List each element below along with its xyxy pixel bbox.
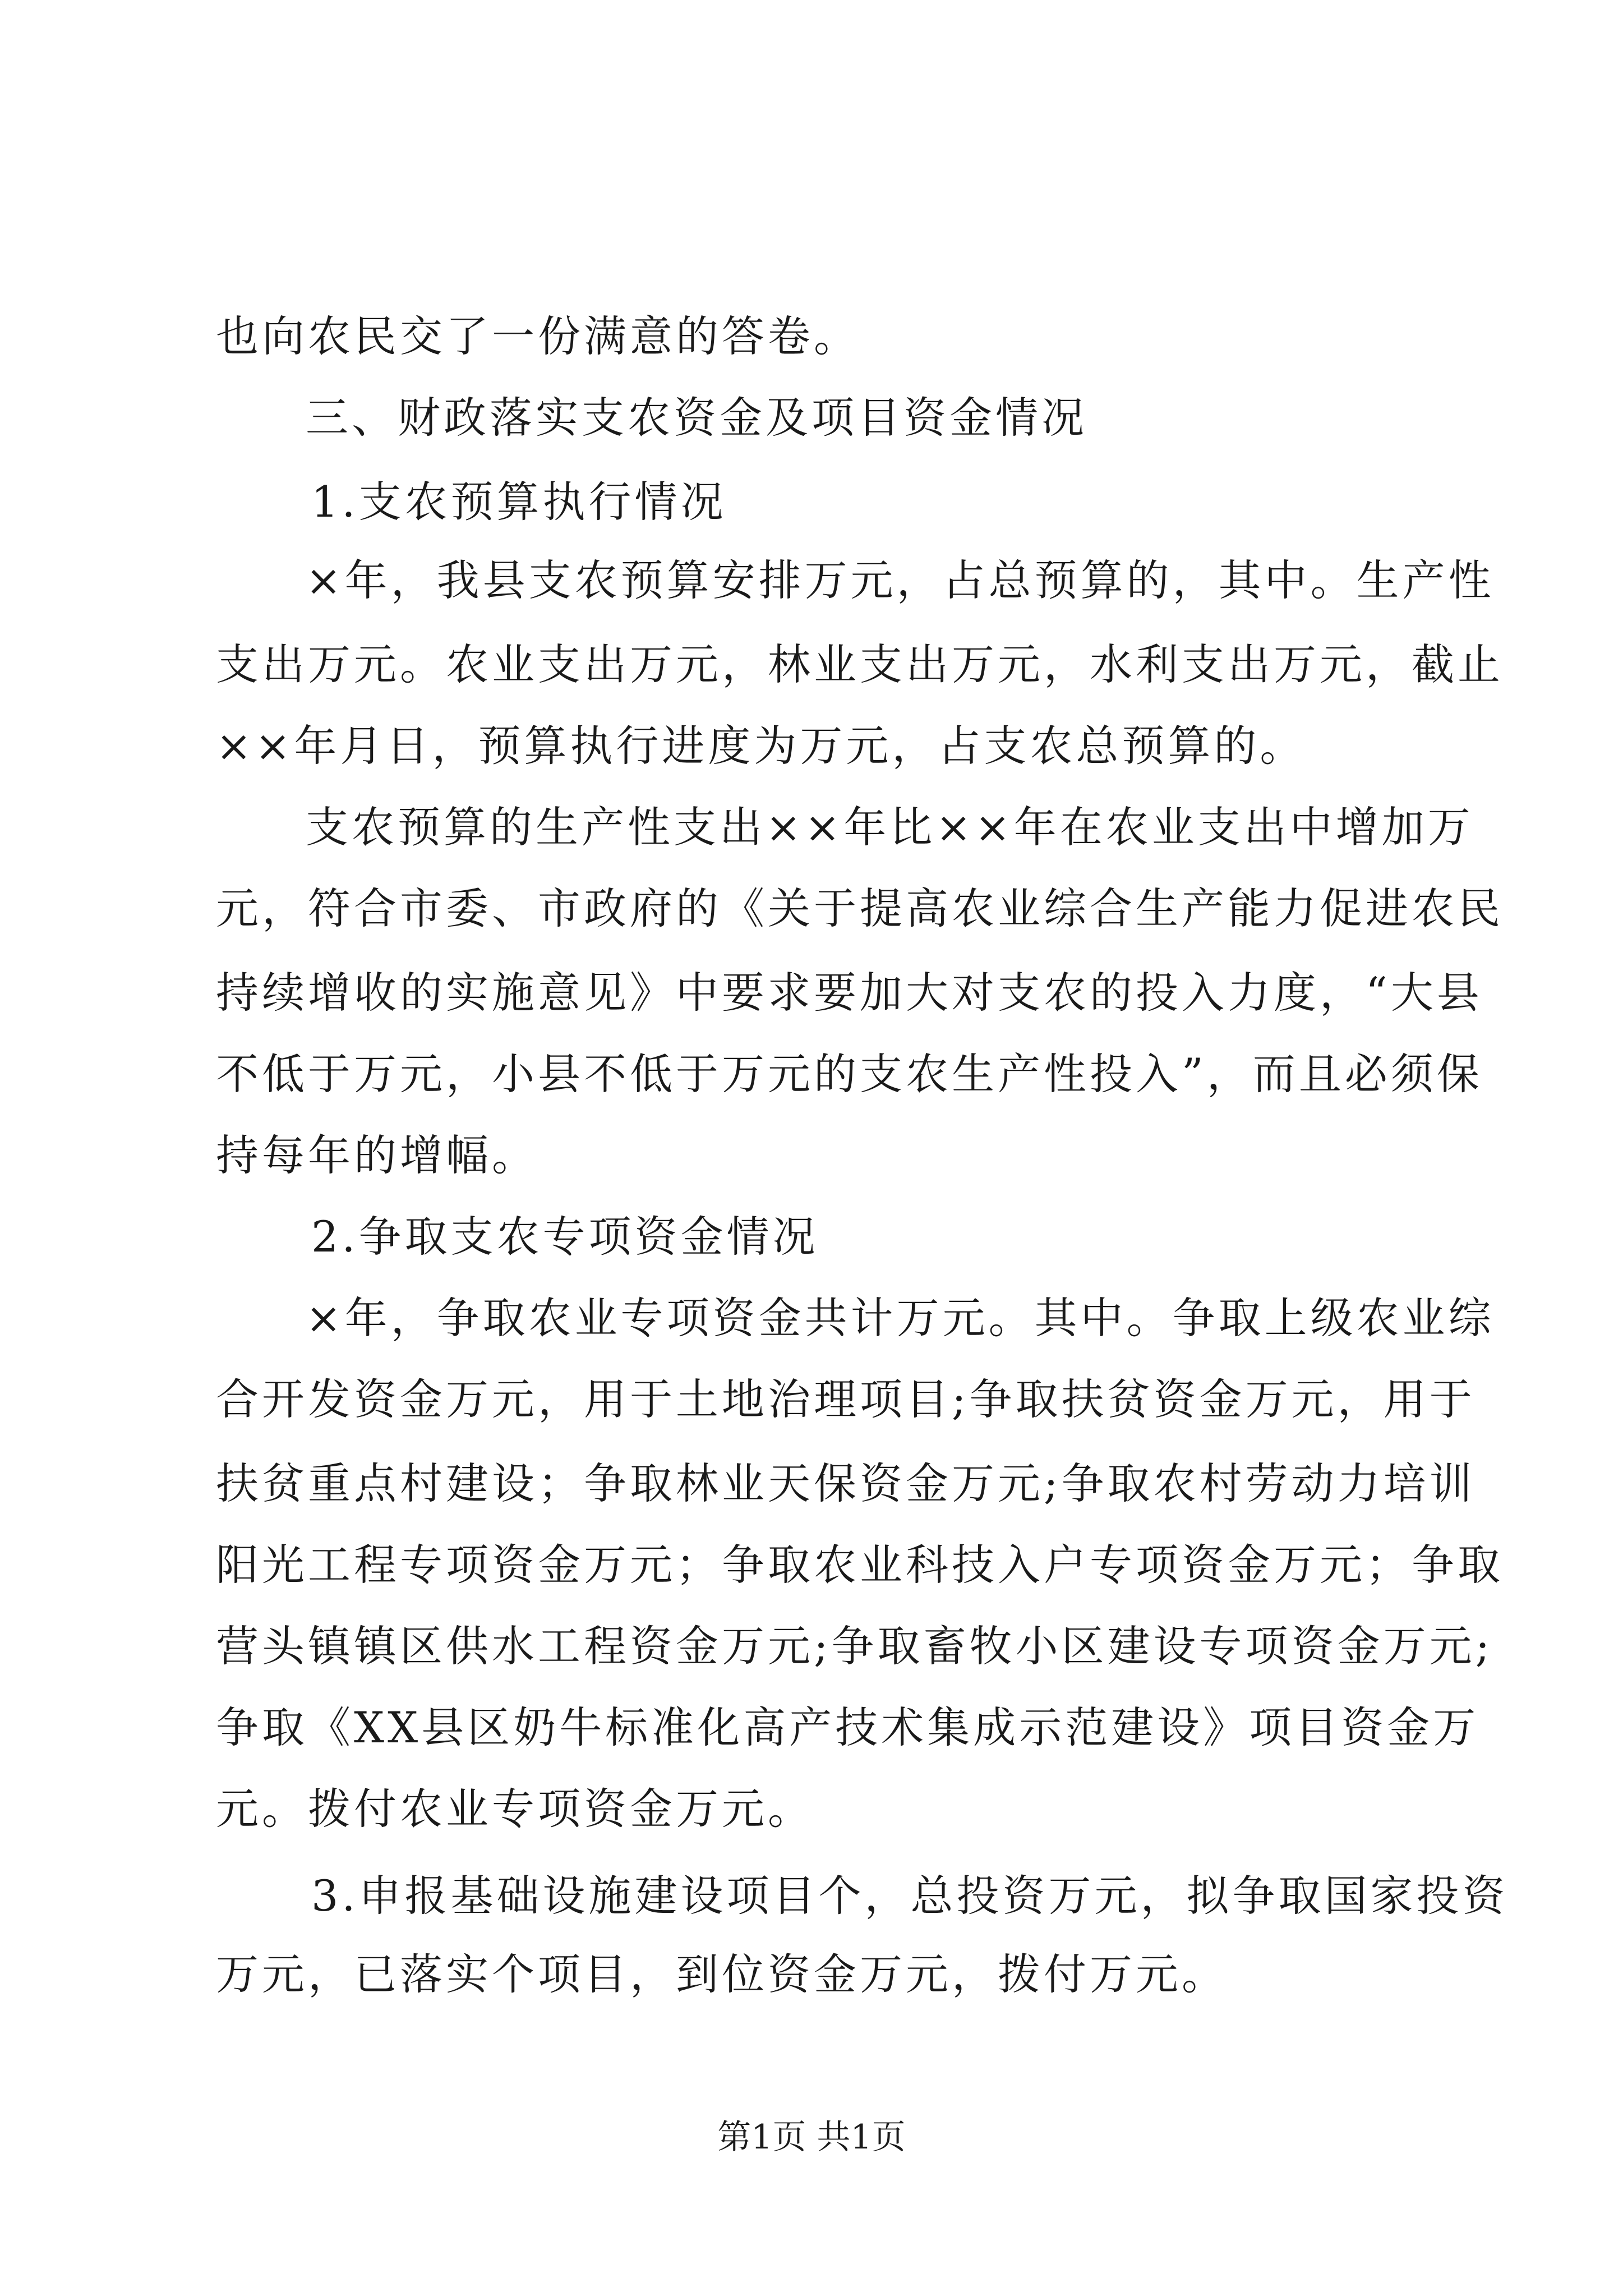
document-page: 也向农民交了一份满意的答卷。 三、财政落实支农资金及项目资金情况 1.支农预算执行情况 ×年，我县支农预算安排万元，占总预算的，其中。生产性 支出万元。农业支出万元，林业支出万元，水利支出万元，截止 ××年月日，预算执行进度为万元，占支农总预算的。 支农预算的生产性支出××年比××年在农业支出中增加万 元，符合市委、市政府的《关于提高农业综合生产能力促进农民 持续增收的实施意见》中要求要加大对支农的投入力度，“大县 不低于万元，小县不低于万元的支农生产性投入”，而且必须保 持每年的增幅。 2.争取支农专项资金情况 ×年，争取农业专项资金共计万元。其中。争取上级农业综 合开发资金万元，用于土地治理项目;争取扶贫资金万元，用于 扶贫重点村建设；争取林业天保资金万元;争取农村劳动力培训 阳光工程专项资金万元；争取农业科技入户专项资金万元；争取 营头镇镇区供水工程资金万元;争取畜牧小区建设专项资金万元; 争取《XX县区奶牛标准化高产技术集成示范建设》项目资金万 元。拨付农业专项资金万元。 3.申报基础设施建设项目个，总投资万元，拟争取国家投资 万元，已落实个项目，到位资金万元，拨付万元。 第1页 共1页: [0, 0, 1623, 2296]
page-footer: 第1页 共1页: [717, 2118, 906, 2157]
